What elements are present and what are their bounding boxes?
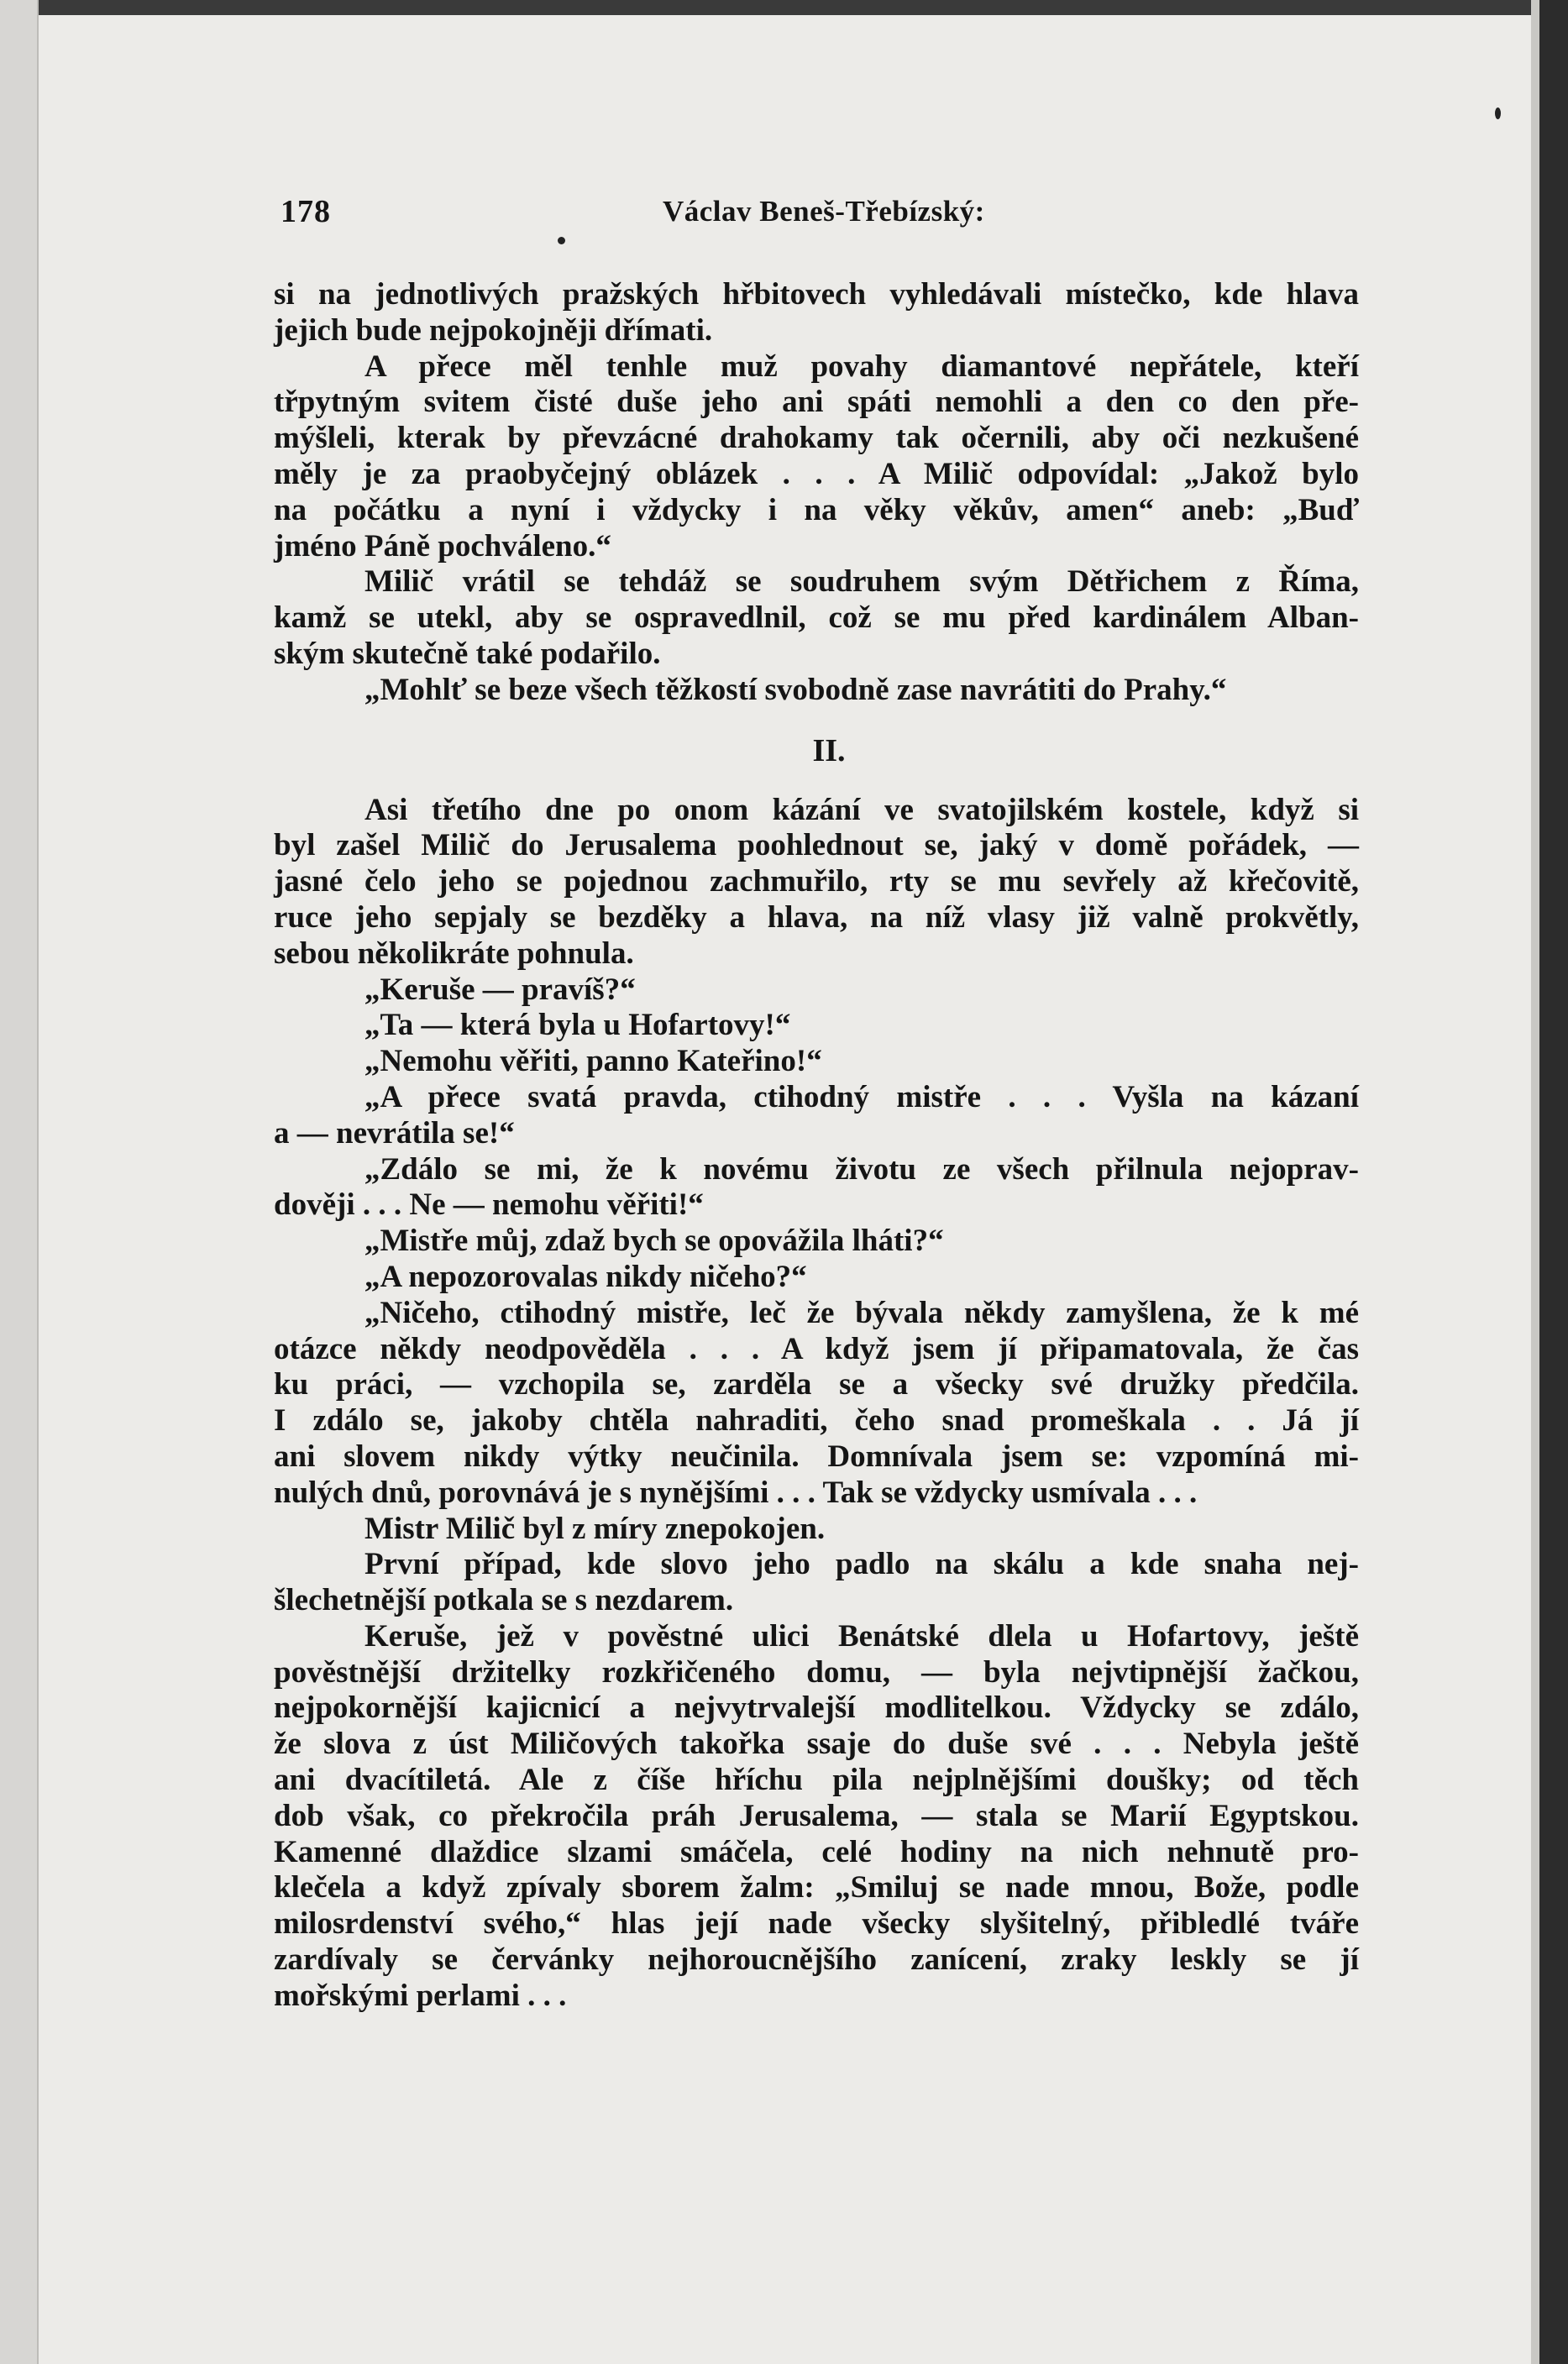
text-line: klečela a když zpívaly sborem žalm: „Smiluj se nade mnou, Bože, podle: [274, 1870, 1359, 1905]
text-line: a — nevrátila se!“: [274, 1115, 515, 1151]
text-line: jméno Páně pochváleno.“: [274, 528, 611, 563]
section-heading: II.: [812, 732, 846, 768]
text-line: Keruše, jež v pověstné ulici Benátské dlela u Hofartovy, ještě: [364, 1618, 1359, 1654]
text-line: šlechetnější potkala se s nezdarem.: [274, 1583, 734, 1618]
paragraph: [274, 1080, 1359, 1152]
paragraph: [274, 1224, 1359, 1260]
page-header: [281, 193, 1364, 237]
text-line: Asi třetího dne po onom kázání ve svatojilském kostele, když si: [364, 792, 1359, 827]
text-line: kamž se utekl, aby se ospravedlnil, což se mu před kardinálem Alban-: [274, 600, 1359, 636]
text-line: mýšleli, kterak by převzácné drahokamy tak očernili, aby oči nezkušené: [274, 421, 1359, 456]
running-title: Václav Beneš-Třebízský:: [663, 195, 985, 228]
text-line: Milič vrátil se tehdáž se soudruhem svým Dětřichem z Říma,: [364, 564, 1359, 600]
text-line: „Zdálo se mi, že k novému životu ze všech přilnula nejoprav-: [364, 1151, 1359, 1187]
paragraph: [274, 1547, 1359, 1619]
text-line: ruce jeho sepjaly se bezděky a hlava, na níž vlasy již valně prokvětly,: [274, 899, 1359, 935]
paragraph: [274, 277, 1359, 349]
text-line: mořskými perlami . . .: [274, 1978, 567, 2013]
text-line: dověji . . . Ne — nemohu věřiti!“: [274, 1187, 704, 1223]
text-line: ani dvacítiletá. Ale z číše hříchu pila nejplnějšími doušky; od těch: [274, 1763, 1359, 1798]
text-line: „Ta — která byla u Hofartovy!“: [364, 1008, 791, 1043]
text-line: „A nepozorovalas nikdy ničeho?“: [364, 1259, 807, 1294]
text-line: dob však, co překročila práh Jerusalema, — stala se Marií Egyptskou.: [274, 1798, 1359, 1833]
text-line: „Mohlť se beze všech těžkostí svobodně zase navrátiti do Prahy.“: [364, 672, 1227, 707]
paragraph: [274, 972, 1359, 1009]
text-line: nulých dnů, porovnává je s nynějšími . . . Tak se vždycky usmívala . . .: [274, 1475, 1198, 1510]
text-line: „A přece svatá pravda, ctihodný mistře . . . Vyšla na kázaní: [364, 1079, 1359, 1114]
body-text: [274, 277, 1359, 2015]
text-line: že slova z úst Miličových takořka ssaje do duše své . . . Nebyla ještě: [274, 1727, 1359, 1762]
text-line: si na jednotlivých pražských hřbitovech vyhledávali místečko, kde hlava: [274, 277, 1359, 312]
text-line: jasné čelo jeho se pojednou zachmuřilo, rty se mu sevřely až křečovitě,: [274, 864, 1359, 899]
text-line: „Mistře můj, zdaž bych se opovážila lháti?“: [364, 1224, 944, 1259]
text-line: „Keruše — pravíš?“: [364, 972, 636, 1007]
text-line: ským skutečně také podařilo.: [274, 636, 661, 671]
paragraph: [274, 793, 1359, 972]
text-line: byl zašel Milič do Jerusalema poohlednout se, jaký v domě pořádek, —: [274, 828, 1359, 863]
paragraph: [274, 1152, 1359, 1224]
text-line: nejpokornější kajicnicí a nejvytrvalejší modlitelkou. Vždycky se zdálo,: [274, 1690, 1359, 1726]
text-line: pověstnější držitelky rozkřičeného domu, — byla nejvtipnější žačkou,: [274, 1654, 1359, 1690]
text-line: Kamenné dlaždice slzami smáčela, celé hodiny na nich nehnutě pro-: [274, 1834, 1359, 1869]
paragraph: [274, 349, 1359, 565]
paragraph: [274, 1044, 1359, 1080]
page-number: 178: [281, 194, 331, 229]
text-line: A přece měl tenhle muž povahy diamantové nepřátele, kteří: [364, 349, 1359, 384]
paragraph: [274, 1296, 1359, 1512]
paragraph: [274, 673, 1359, 709]
text-line: zardívaly se červánky nejhoroucnějšího zanícení, zraky leskly se jí: [274, 1942, 1359, 1978]
paragraph: [274, 1512, 1359, 1548]
text-line: ku práci, — vzchopila se, zarděla se a všecky své družky předčila.: [274, 1367, 1359, 1402]
text-line: První případ, kde slovo jeho padlo na skálu a kde snaha nej-: [364, 1547, 1359, 1582]
paragraph: [274, 1008, 1359, 1044]
text-line: jejich bude nejpokojněji dřímati.: [274, 312, 713, 348]
paragraph: [274, 564, 1359, 672]
text-line: sebou několikráte pohnula.: [274, 936, 634, 971]
text-line: milosrdenství svého,“ hlas její nade všecky slyšitelný, přibledlé tváře: [274, 1906, 1359, 1942]
text-line: na počátku a nyní i vždycky i na věky věkův, amen“ aneb: „Buď: [274, 492, 1359, 527]
paragraph: [274, 1619, 1359, 2015]
text-line: ani slovem nikdy výtky neučinila. Domnívala jsem se: vzpomíná mi-: [274, 1439, 1359, 1474]
text-line: „Ničeho, ctihodný mistře, leč že bývala někdy zamyšlena, že k mé: [364, 1295, 1359, 1330]
paragraph: [274, 1260, 1359, 1296]
text-line: měly je za praobyčejný oblázek . . . A Milič odpovídal: „Jakož bylo: [274, 456, 1359, 491]
text-line: Mistr Milič byl z míry znepokojen.: [364, 1511, 826, 1546]
text-line: třpytným svitem čisté duše jeho ani spáti nemohli a den co den pře-: [274, 385, 1359, 420]
text-line: I zdálo se, jakoby chtěla nahraditi, čeho snad promeškala . . Já jí: [274, 1403, 1359, 1439]
text-line: „Nemohu věřiti, panno Kateřino!“: [364, 1044, 822, 1079]
text-line: otázce někdy neodpověděla . . . A když jsem jí připamatovala, že čas: [274, 1331, 1359, 1366]
